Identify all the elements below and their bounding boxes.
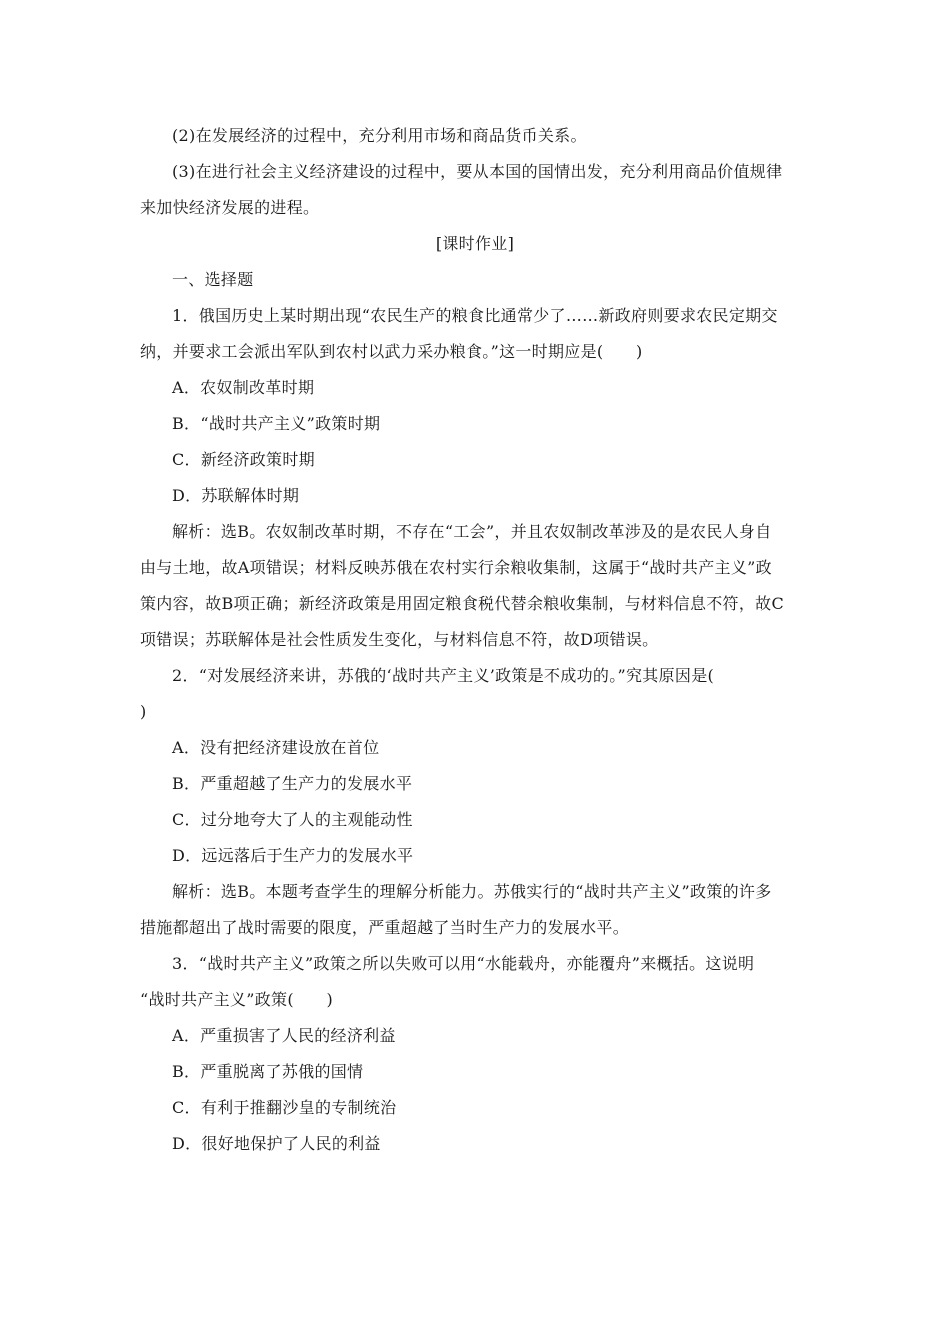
section-title: [课时作业]: [435, 234, 515, 253]
part-heading: 一、选择题: [172, 270, 254, 289]
question-1-analysis-line-2: 由与土地，故A项错误；材料反映苏俄在农村实行余粮收集制，这属于“战时共产主义”政: [140, 558, 772, 577]
question-3-option-d: D．很好地保护了人民的利益: [172, 1134, 381, 1153]
question-2-line-2: ): [140, 702, 147, 721]
question-1-analysis-line-4: 项错误；苏联解体是社会性质发生变化，与材料信息不符，故D项错误。: [140, 630, 659, 649]
question-2-option-d: D．远远落后于生产力的发展水平: [172, 846, 414, 865]
question-1-option-d: D．苏联解体时期: [172, 486, 300, 505]
question-1-option-a: A．农奴制改革时期: [172, 378, 315, 397]
question-2-analysis-line-2: 措施都超出了战时需要的限度，严重超越了当时生产力的发展水平。: [140, 918, 630, 937]
question-3-option-b: B．严重脱离了苏俄的国情: [172, 1062, 364, 1081]
question-2-option-b: B．严重超越了生产力的发展水平: [172, 774, 413, 793]
question-3-line-2: “战时共产主义”政策( ): [140, 990, 334, 1009]
intro-paragraph-2: (2)在发展经济的过程中，充分利用市场和商品货币关系。: [172, 126, 587, 145]
question-2-option-a: A．没有把经济建设放在首位: [172, 738, 380, 757]
question-2-analysis-line-1: 解析：选B。本题考查学生的理解分析能力。苏俄实行的“战时共产主义”政策的许多: [172, 882, 772, 901]
question-3-option-a: A．严重损害了人民的经济利益: [172, 1026, 396, 1045]
question-1-line-1: 1．俄国历史上某时期出现“农民生产的粮食比通常少了……新政府则要求农民定期交: [172, 306, 778, 325]
question-2-line-1: 2．“对发展经济来讲，苏俄的‘战时共产主义’政策是不成功的。”究其原因是(: [172, 666, 715, 685]
question-3-option-c: C．有利于推翻沙皇的专制统治: [172, 1098, 397, 1117]
intro-paragraph-3-line-1: (3)在进行社会主义经济建设的过程中，要从本国的国情出发，充分利用商品价值规律: [172, 162, 783, 181]
intro-paragraph-3-line-2: 来加快经济发展的进程。: [140, 198, 320, 217]
question-1-line-2: 纳，并要求工会派出军队到农村以武力采办粮食。”这一时期应是( ): [140, 342, 643, 361]
question-1-option-c: C．新经济政策时期: [172, 450, 315, 469]
question-1-option-b: B．“战时共产主义”政策时期: [172, 414, 381, 433]
question-1-analysis-line-3: 策内容，故B项正确；新经济政策是用固定粮食税代替余粮收集制，与材料信息不符，故C: [140, 594, 785, 613]
document-page: [140, 118, 810, 1162]
question-2-option-c: C．过分地夸大了人的主观能动性: [172, 810, 413, 829]
question-1-analysis-line-1: 解析：选B。农奴制改革时期，不存在“工会”，并且农奴制改革涉及的是农民人身自: [172, 522, 772, 541]
question-3-line-1: 3．“战时共产主义”政策之所以失败可以用“水能载舟，亦能覆舟”来概括。这说明: [172, 954, 755, 973]
